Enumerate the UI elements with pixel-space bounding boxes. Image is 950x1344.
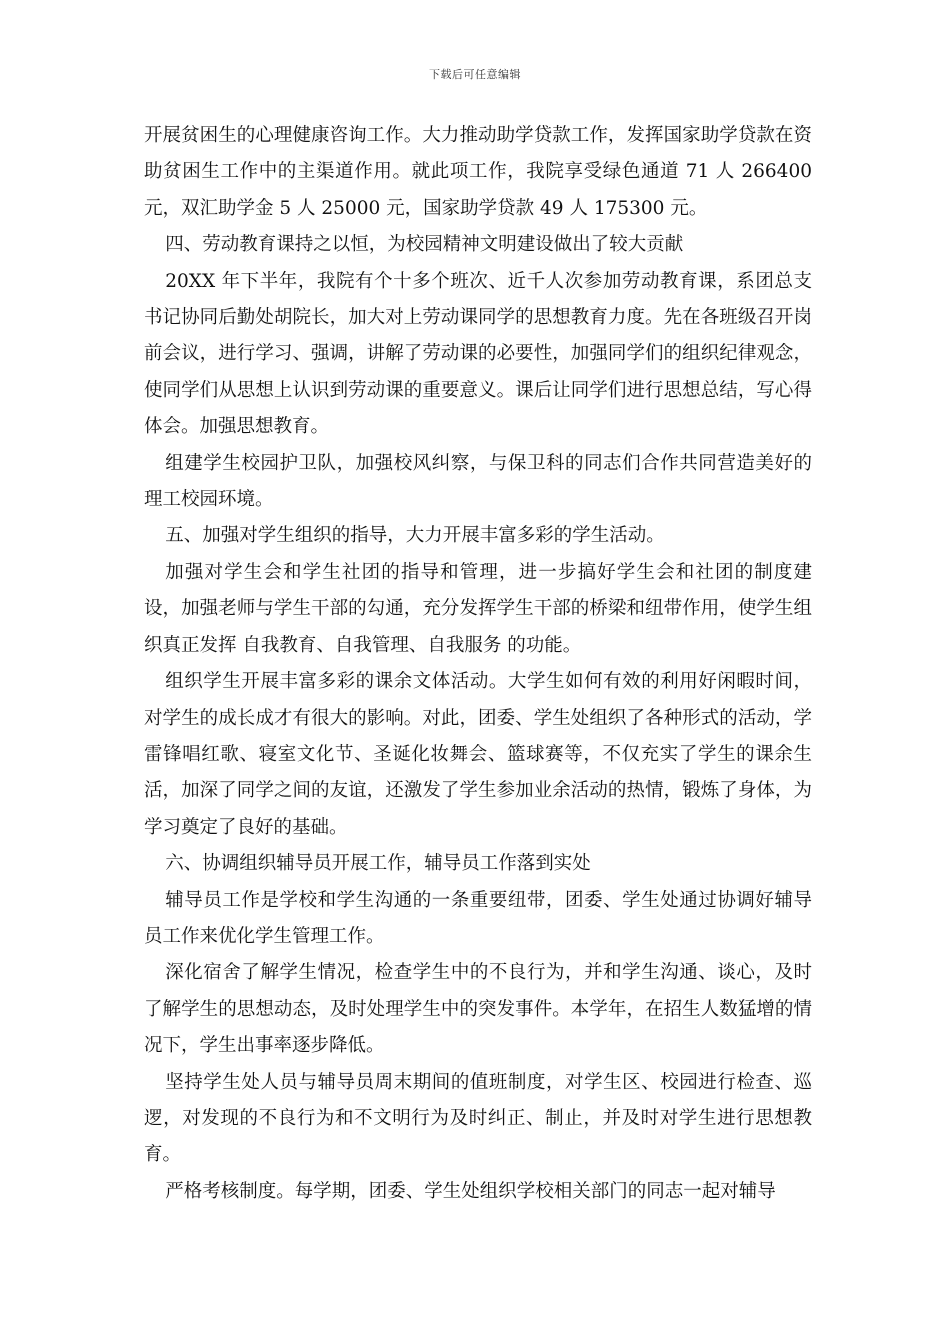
paragraph-continued: 开展贫困生的心理健康咨询工作。大力推动助学贷款工作，发挥国家助学贷款在资助贫困生工作中的主渠道作用。就此项工作，我院享受绿色通道 71 人 266400 元，双汇助学金 5 人 25000 元，国家助学贷款 49 人 175300 元。 [144, 125, 812, 219]
paragraph: 加强对学生会和学生社团的指导和管理，进一步搞好学生会和社团的制度建设，加强老师与学生干部的勾通，充分发挥学生干部的桥梁和纽带作用，使学生组织真正发挥 自我教育、自我管理、自我服务 的功能。 [144, 561, 812, 656]
section-heading-5: 五、加强对学生组织的指导，大力开展丰富多彩的学生活动。 [165, 525, 665, 547]
header-note: 下载后可任意编辑 [429, 68, 521, 81]
section-heading-4: 四、劳动教育课持之以恒，为校园精神文明建设做出了较大贡献 [165, 234, 684, 256]
paragraph: 深化宿舍了解学生情况，检查学生中的不良行为，并和学生沟通、谈心，及时了解学生的思想动态，及时处理学生中的突发事件。本学年，在招生人数猛增的情况下，学生出事率逐步降低。 [144, 962, 812, 1057]
paragraph: 20XX 年下半年，我院有个十多个班次、近千人次参加劳动教育课，系团总支书记协同后勤处胡院长，加大对上劳动课同学的思想教育力度。先在各班级召开岗前会议，进行学习、强调，讲解了劳动课的必要性，加强同学们的组织纪律观念，使同学们从思想上认识到劳动课的重要意义。课后让同学们进行思想总结，写心得体会。加强思想教育。 [144, 270, 812, 438]
paragraph: 组织学生开展丰富多彩的课余文体活动。大学生如何有效的利用好闲暇时间，对学生的成长成才有很大的影响。对此，团委、学生处组织了各种形式的活动，学雷锋唱红歌、寝室文化节、圣诞化妆舞会、篮球赛等，不仅充实了学生的课余生活，加深了同学之间的友谊，还激发了学生参加业余活动的热情，锻炼了身体，为学习奠定了良好的基础。 [144, 671, 812, 838]
paragraph: 严格考核制度。每学期，团委、学生处组织学校相关部门的同志一起对辅导 [165, 1180, 776, 1202]
paragraph: 组建学生校园护卫队，加强校风纠察，与保卫科的同志们合作共同营造美好的理工校园环境。 [144, 452, 812, 511]
section-heading-6: 六、协调组织辅导员开展工作，辅导员工作落到实处 [165, 853, 591, 875]
document-body [144, 118, 812, 1210]
paragraph: 辅导员工作是学校和学生沟通的一条重要纽带，团委、学生处通过协调好辅导员工作来优化学生管理工作。 [144, 889, 812, 947]
paragraph: 坚持学生处人员与辅导员周末期间的值班制度，对学生区、校园进行检查、巡逻，对发现的不良行为和不文明行为及时纠正、制止，并及时对学生进行思想教育。 [144, 1071, 812, 1166]
